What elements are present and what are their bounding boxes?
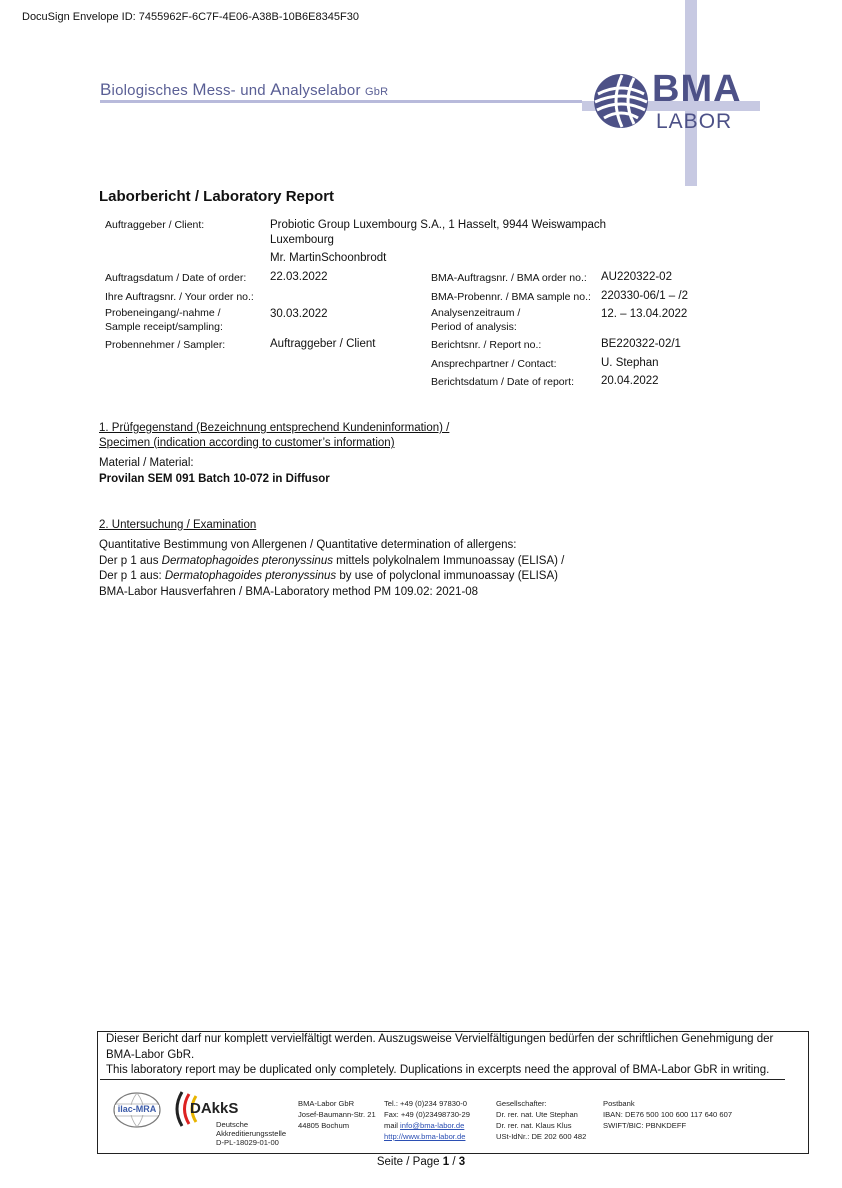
logo-labor-text: LABOR <box>656 110 733 133</box>
material-label: Material / Material: <box>99 457 194 469</box>
section2-heading: 2. Untersuchung / Examination <box>99 519 257 531</box>
section1-heading: Specimen (indication according to customer’s information) <box>99 437 395 449</box>
report-date-value: 20.04.2022 <box>601 375 659 387</box>
report-date-label: Berichtsdatum / Date of report: <box>431 376 574 388</box>
email-link[interactable]: info@bma-labor.de <box>400 1121 465 1130</box>
order-date-label: Auftragsdatum / Date of order: <box>105 272 247 284</box>
dakks-subtitle: Deutsche Akkreditierungsstelle D-PL-18029-01-00 <box>216 1120 287 1147</box>
partners-info: Gesellschafter: Dr. rer. nat. Ute Stephan Dr. rer. nat. Klaus Klus USt-IdNr.: DE 202 600 482 <box>496 1099 587 1141</box>
report-title: Laborbericht / Laboratory Report <box>99 188 335 205</box>
contact-label: Ansprechpartner / Contact: <box>431 358 557 370</box>
header-rule <box>100 100 582 103</box>
lab-name: Biologisches Mess- und Analyselabor GbR <box>100 80 389 99</box>
analysis-period-label: Analysenzeitraum / <box>431 307 521 319</box>
lab-address: BMA-Labor GbR Josef-Baumann-Str. 21 44805 Bochum <box>298 1099 376 1130</box>
examination-line: BMA-Labor Hausverfahren / BMA-Laboratory method PM 109.02: 2021-08 <box>99 586 479 598</box>
logo-bma-text: BMA <box>652 68 742 110</box>
report-no-value: BE220322-02/1 <box>601 338 681 350</box>
docusign-envelope-id: DocuSign Envelope ID: 7455962F-6C7F-4E06-A38B-10B6E8345F30 <box>22 11 359 23</box>
your-order-label: Ihre Auftragsnr. / Your order no.: <box>105 291 254 303</box>
examination-line: Der p 1 aus Dermatophagoides pteronyssinus mittels polykolnalem Immunoassay (ELISA) / <box>99 555 565 567</box>
client-label: Auftraggeber / Client: <box>105 219 205 231</box>
sampler-label: Probennehmer / Sampler: <box>105 339 226 351</box>
page-number: Seite / Page 1 / 3 <box>376 1156 466 1168</box>
section1-heading: 1. Prüfgegenstand (Bezeichnung entsprechend Kundeninformation) / <box>99 422 450 434</box>
sample-receipt-label: Probeneingang/-nahme / <box>105 307 221 319</box>
examination-line: Der p 1 aus: Dermatophagoides pteronyssinus by use of polyclonal immunoassay (ELISA) <box>99 570 558 582</box>
bma-globe-logo-icon <box>592 72 650 130</box>
analysis-period-label: Period of analysis: <box>431 321 517 333</box>
lab-contact: Tel.: +49 (0)234 97830-0 Fax: +49 (0)23498730-29 mail info@bma-labor.de http://www.bma-labor.de <box>384 1099 470 1141</box>
sample-receipt-value: 30.03.2022 <box>270 308 328 320</box>
order-date-value: 22.03.2022 <box>270 271 328 283</box>
sample-receipt-label: Sample receipt/sampling: <box>105 321 223 333</box>
ilac-mra-logo: ilac-MRA <box>112 1090 162 1130</box>
material-value: Provilan SEM 091 Batch 10-072 in Diffusor <box>99 473 330 485</box>
contact-value: U. Stephan <box>601 357 659 369</box>
client-line: Luxembourg <box>270 234 334 246</box>
bma-order-label: BMA-Auftragsnr. / BMA order no.: <box>431 272 587 284</box>
examination-line: Quantitative Bestimmung von Allergenen / Quantitative determination of allergens: <box>99 539 517 551</box>
sampler-value: Auftraggeber / Client <box>270 338 376 350</box>
bma-sample-label: BMA-Probennr. / BMA sample no.: <box>431 291 591 303</box>
bma-order-value: AU220322-02 <box>601 271 672 283</box>
duplication-notice: Dieser Bericht darf nur komplett vervielfältigt werden. Auszugsweise Vervielfältigungen bedürfen der schriftlichen Genehmigung der BMA-Labor GbR. This laboratory report may be duplicated only completely. Duplications in excerpts need the approval of BMA-Labor GbR in writing. <box>106 1033 774 1076</box>
report-no-label: Berichtsnr. / Report no.: <box>431 339 542 351</box>
dakks-logo-text: DAkkS <box>190 1100 239 1117</box>
website-link[interactable]: http://www.bma-labor.de <box>384 1132 466 1141</box>
bma-sample-value: 220330-06/1 – /2 <box>601 290 688 302</box>
client-line: Probiotic Group Luxembourg S.A., 1 Hasselt, 9944 Weiswampach <box>270 219 607 231</box>
analysis-period-value: 12. – 13.04.2022 <box>601 308 688 320</box>
bank-info: Postbank IBAN: DE76 500 100 600 117 640 607 SWIFT/BIC: PBNKDEFF <box>603 1099 733 1130</box>
client-line: Mr. MartinSchoonbrodt <box>270 252 387 264</box>
notice-underline <box>100 1079 785 1080</box>
